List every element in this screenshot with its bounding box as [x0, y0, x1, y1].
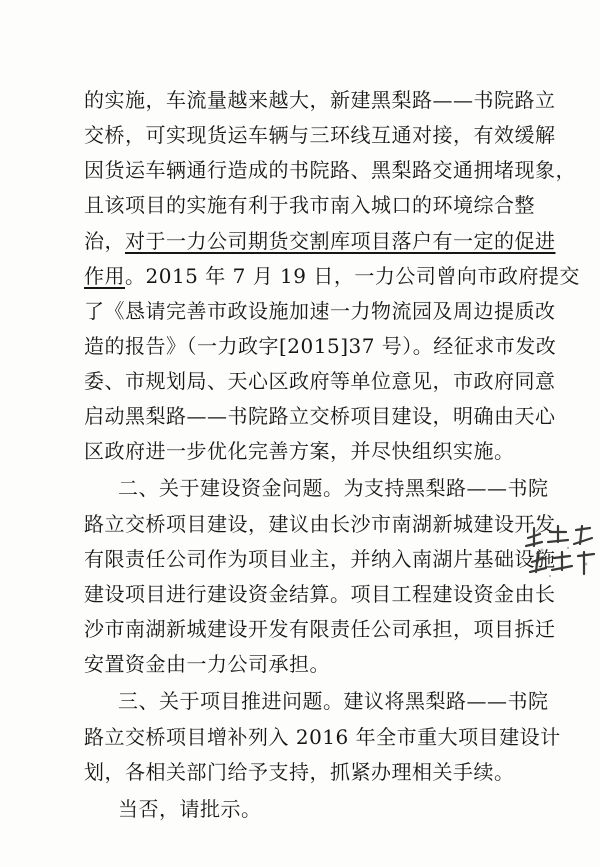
body-line-20: 划，各相关部门给予支持，抓紧办理相关手续。 — [84, 760, 515, 784]
body-line-7: 了《恳请完善市政设施加速一力物流园及周边提质改 — [84, 299, 556, 323]
body-line-11: 区政府进一步优化完善方案，并尽快组织实施。 — [84, 439, 515, 463]
body-line-10: 启动黑梨路——书院路立交桥项目建设，明确由天心 — [84, 404, 556, 428]
body-line-8: 造的报告》（一力政字[2015]37 号）。经征求市发改 — [84, 334, 557, 358]
body-line-16: 沙市南湖新城建设开发有限责任公司承担，项目拆迁 — [84, 617, 556, 641]
body-line-2: 交桥，可实现货运车辆与三环线互通对接，有效缓解 — [84, 123, 556, 147]
body-line-5-start: 治， — [84, 229, 125, 253]
stamp-icon — [520, 524, 600, 588]
underlined-phrase: 对于一力公司期货交割库项目落户有一定的促进 — [125, 229, 556, 253]
body-line-1: 的实施，车流量越来越大，新建黑梨路——书院路立 — [84, 88, 556, 112]
body-line-14: 有限责任公司作为项目业主，并纳入南湖片基础设施 — [84, 547, 556, 571]
body-line-17: 安置资金由一力公司承担。 — [84, 652, 330, 676]
body-line-9: 委、市规划局、天心区政府等单位意见，市政府同意 — [84, 369, 556, 393]
section-three-heading: 三、关于项目推进问题。建议将黑梨路——书院 — [118, 689, 549, 713]
section-two-heading: 二、关于建设资金问题。为支持黑梨路——书院 — [118, 476, 549, 500]
closing-request: 当否，请批示。 — [118, 797, 262, 821]
body-line-19: 路立交桥项目增补列入 2016 年全市重大项目建设计 — [84, 725, 561, 749]
body-line-13: 路立交桥项目建设，建议由长沙市南湖新城建设开发 — [84, 512, 556, 536]
partial-stamp-mark — [520, 524, 600, 588]
underlined-phrase-end: 作用 — [84, 264, 125, 288]
body-line-6 — [84, 262, 580, 290]
body-line-3: 因货运车辆通行造成的书院路、黑梨路交通拥堵现象， — [84, 158, 576, 182]
body-line-5 — [84, 227, 556, 255]
body-line-15: 建设项目进行建设资金结算。项目工程建设资金由长 — [84, 582, 556, 606]
body-line-6-rest: 。2015 年 7 月 19 日，一力公司曾向市政府提交 — [125, 264, 580, 288]
body-line-4: 且该项目的实施有利于我市南入城口的环境综合整 — [84, 193, 535, 217]
